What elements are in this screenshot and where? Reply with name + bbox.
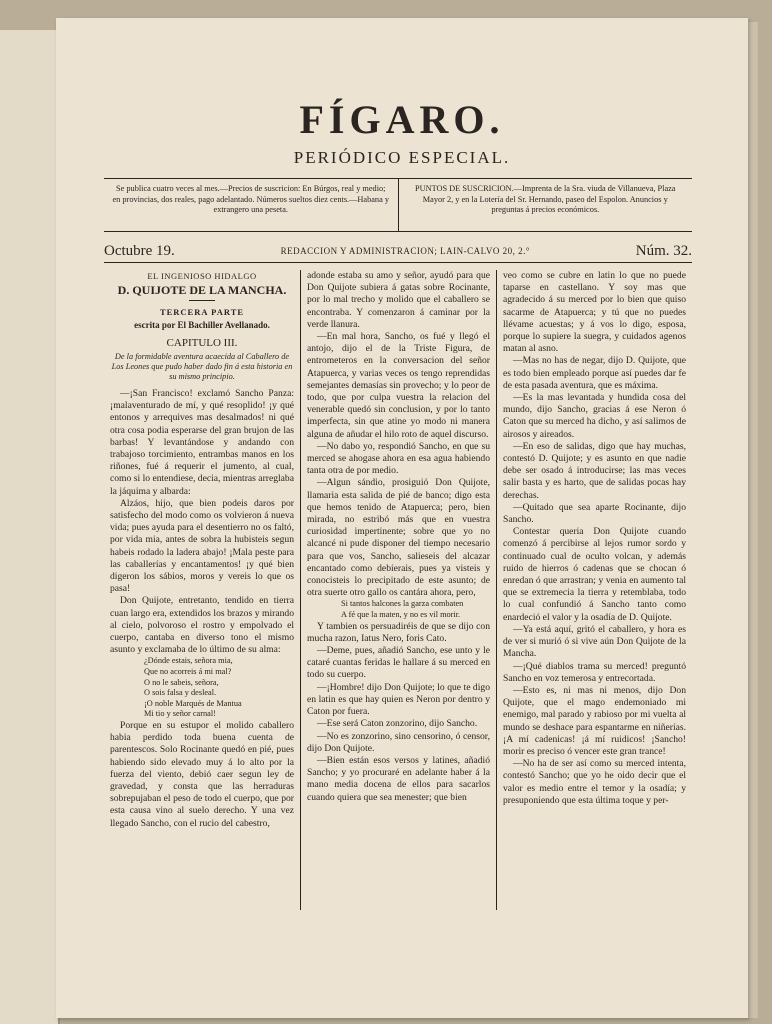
paragraph: —En eso de salidas, digo que hay muchas, contestó D. Quijote; y es asunto en que nadie debe ser osado á introducirse; las mas veces salir basta y es harto, que de salidas pocas hay derechas. [503, 440, 686, 501]
paragraph: veo como se cubre en latin lo que no puede taparse en castellano. Y soy mas que agradecido á su merced por lo bien que quiso sacarme de Atapuerca; y tú que no puedes llévame acuestas; y á vos lo digo, esposa, porque lo supiere la suegra, y cuidados agenos matan al asno. [503, 270, 686, 355]
verse-line: O no le sabeis, señora, [144, 677, 219, 687]
paragraph: Contestar queria Don Quijote cuando comenzó á percibirse al lejos rumor sordo y continuado cual de oculto volcan, y además ruido de hierros ó cadenas que se chocan ó enredan ó que arrastran; y venia en aumento tal que se extremecia la tierra y retemblaba, todo lo cual confundió á Sancho tanto como enardeció el valor y la osadía de D. Quijote. [503, 526, 686, 623]
paragraph: —Esto es, ni mas ni menos, dijo Don Quijote, que el mago endemoniado mi enemigo, mal parado y rabioso por mi vuelta al mundo se deshace para espantarme en niñerías. ¡A mí cadenicas! ¡á mí ruidicos! ¡Sancho! morir es preciso ó vencer este gran trance! [503, 684, 686, 757]
paragraph: adonde estaba su amo y señor, ayudó para que Don Quijote subiera á gatas sobre Rocinante, por lo mal trecho y molido que el caballero se encontraba. Y comenzaron á caminar por la verde llanura. [307, 270, 490, 330]
paragraph: —No es zonzorino, sino censorino, ó censor, dijo Don Quijote. [307, 730, 490, 754]
verse-line: Que no acorreis á mi mal? [144, 667, 232, 677]
paragraph: —Deme, pues, añadió Sancho, ese unto y le cataré cuantas feridas le hallare á su merced en todo su cuerpo. [307, 645, 490, 681]
story-part: TERCERA PARTE [159, 307, 245, 318]
story-author: escrita por El Bachiller Avellanado. [134, 319, 270, 330]
chapter-heading: CAPITULO III. [166, 336, 238, 349]
paragraph: —No dabo yo, respondió Sancho, en que su merced se ahogase ahora en esa agua habiendo tanta otra de por medio. [307, 440, 490, 477]
paragraph: —Algun sándio, prosiguió Don Quijote, llamaria esta salida de pié de banco; digo esta que hemos tenido de Atapuerca; pero, bien mirada, no estribó más que en vuestra curiosidad impertinente; sobre que yo no alcancé ni pude disponer del tiempo necesario para que vos, Sancho, salieseis del alcazar encantado como debíerais, pues ya visteis y conocisteis lo precipitado de este asunto; de otra suerte otro gallo os cantára ahora, pero, [307, 477, 490, 599]
issue-number: Núm. 32. [635, 242, 692, 259]
paragraph: —En mal hora, Sancho, os fué y llegó el antojo, dijo el de la Triste Figura, de entrometeros en la conversacion del señor Atapuerca, y varias veces os tengo reprendidas semejantes demasías sin provecho; y lo peor de todo, que por culpa vuestra la relacion del venerable quedó sin conclusion, y por lo tanto imperfecta, sin que atine yo modo ni manera alguna de añudar el hilo roto de aquel discurso. [307, 331, 490, 440]
paragraph: —Bien están esos versos y latines, añadió Sancho; y yo procuraré en adelante haber á la mano media docena de ellos para sacarlos cuando quiera que sea menester; que bien [307, 754, 490, 803]
subscription-prices: Se publica cuatro veces al mes.—Precios de suscricion: En Búrgos, real y medio; en provincias, dos reales, pago adelantado. Números sueltos diez cents.—Habana y extrangero una peseta. [112, 184, 389, 214]
paragraph: —¡San Francisco! exclamó Sancho Panza: ¡malaventurado de mí, y qué resoplido! ¡y qué entonos y arrequives mas desalmados! ni qué otra cosa podia esperarse del gran brujon de las barbas! Y levantándose y andando con trabajoso torcimiento, entrambas manos en los riñones, fué á requerir el jumento, al cual, como si lo entendiese, decia, mientras arreglaba la jáquima y albarda: [110, 388, 294, 497]
newspaper-page [56, 18, 748, 1018]
previous-page-edge [0, 30, 60, 1024]
verse-line: O sois falsa y desleal. [144, 688, 217, 698]
paragraph: —Mas no has de negar, dijo D. Quijote, que es todo bien empleado porque así puedes dar fe de esta pasada aventura, que es máxima. [503, 355, 686, 391]
editorial-address: REDACCION Y ADMINISTRACION; LAIN-CALVO 20, 2.° [280, 246, 530, 256]
paragraph: —Quitado que sea aparte Rocinante, dijo Sancho. [503, 501, 686, 526]
verse-line: A fé que la maten, y no es vil morir. [341, 610, 461, 620]
verse-line: Mi tio y señor carnal! [144, 709, 216, 719]
column-3 [496, 270, 692, 910]
story-kicker: EL INGENIOSO HIDALGO [147, 271, 257, 281]
title-divider [189, 300, 215, 301]
issue-date: Octubre 19. [104, 242, 175, 259]
column-1 [104, 270, 300, 910]
verse-line: ¿Dónde estais, señora mia, [144, 656, 233, 666]
paragraph: —No ha de ser así como su merced intenta, contestó Sancho; que yo he oido decir que el valor es medio entre el temor y la osadía; y presuponiendo que esta última toque y per- [503, 758, 686, 806]
dateline [104, 240, 692, 263]
masthead-subtitle: PERIÓDICO ESPECIAL. [293, 148, 511, 167]
paragraph: —Ese será Caton zonzorino, dijo Sancho. [317, 718, 478, 730]
story-title: D. QUIJOTE DE LA MANCHA. [117, 283, 287, 298]
paragraph: Alzáos, hijo, que bien podeis daros por satisfecho del modo como os volvieron á nueva vida; pues ayuda para el desentierro no os faltó, por vida mia, antes de sobra la hubisteis segun habeis rodado la ladera abajo! ¡Mala peste para las caballerías y encantamentos! ¡y qué bien digeron los sábios, moros y vereis lo que os pasa! [110, 497, 294, 595]
paragraph: —Es la mas levantada y hundida cosa del mundo, dijo Sancho, gracias á ese Neron ó Caton que su merced ha dicho, y así salimos de airosos y aireados. [503, 392, 686, 440]
subscription-points: PUNTOS DE SUSCRICION.—Imprenta de la Sra. viuda de Villanueva, Plaza Mayor 2, y en la Lotería del Sr. Hernando, paseo del Espolon. Anuncios y preguntas á precios económicos. [398, 179, 693, 231]
paragraph: Y tambien os persuadiréis de que se dijo con mucha razon, Iatus Nero, foris Cato. [307, 620, 490, 644]
article-columns [104, 270, 692, 910]
paragraph: Don Quijote, entretanto, tendido en tierra cuan largo era, extendidos los brazos y mirando al cielo, polvoroso el rostro y empolvado el cuerpo, cantaba en diverso tono el mismo asunto y exclamaba de lo último de su alma: [110, 595, 294, 656]
paragraph: —Ya está aquí, gritó el caballero, y hora es de ver si murió ó si vive aún Don Quijote de la Mancha. [503, 623, 686, 660]
paragraph: —¡Qué diablos trama su merced! preguntó Sancho en voz temerosa y entrecortada. [503, 660, 686, 684]
chapter-summary: De la formidable aventura acaecida al Caballero de Los Leones que pudo haber dado fin á esta historia en su mismo principio. [111, 352, 293, 382]
subscription-info-box [104, 178, 692, 232]
column-2 [300, 270, 496, 910]
paragraph: Porque en su estupor el molido caballero habia perdido toda buena cuenta de parentescos. Solo Rocinante quedó en pié, pues habiendo sido elevado muy á lo alto por la fuerza del viento, debió caer segun ley de gravedad, y consta que las herraduras sobrepujaban el peso de todo el cuerpo, que por esta causa vino al suelo derecho. Y una vez llegado Sancho, con el rucio del cabestro, [110, 720, 294, 829]
paragraph: —¡Hombre! dijo Don Quijote; lo que te digo en latin es que hay quien es Neron por dentro y Caton por fuera. [307, 681, 490, 718]
masthead-title: FÍGARO. [299, 97, 505, 142]
verse-line: ¡O noble Marqués de Mantua [144, 698, 242, 708]
verse-line: Si tantos halcones la garza combaten [341, 599, 464, 609]
